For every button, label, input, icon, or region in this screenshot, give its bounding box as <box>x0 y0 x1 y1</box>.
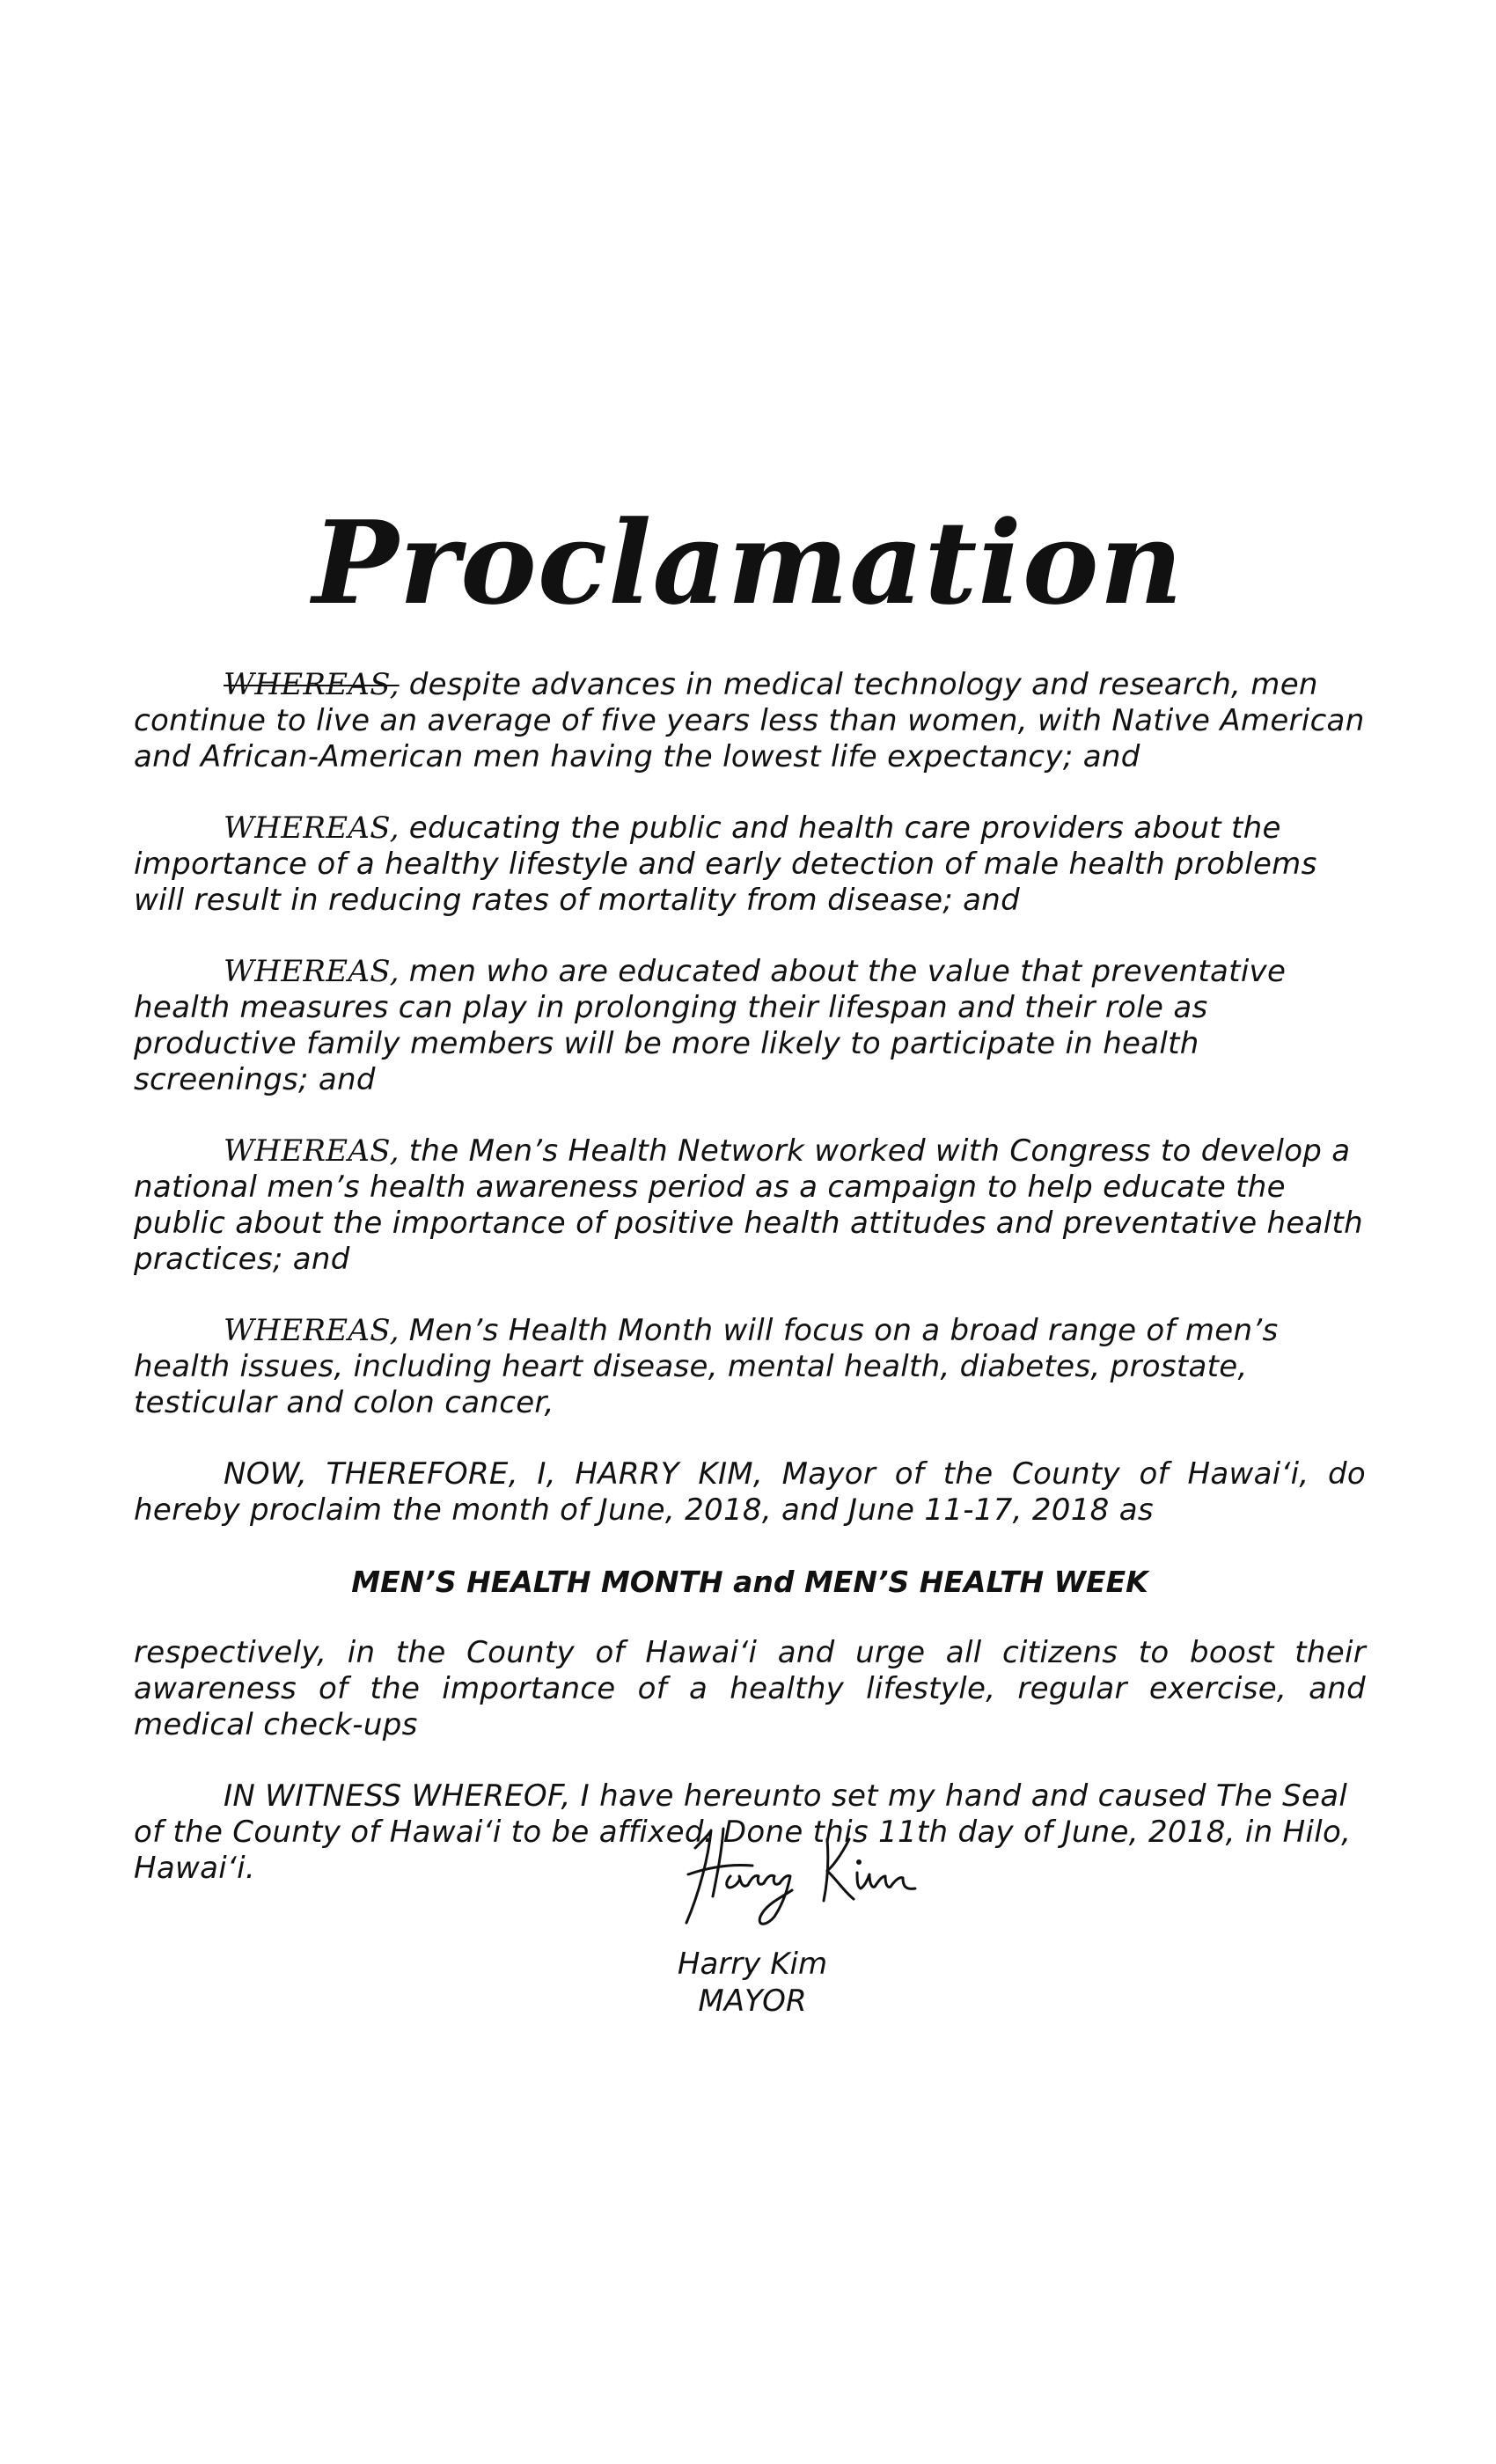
respectively-paragraph: respectively, in the County of Hawai‘i and urge all citizens to boost their awareness of the importance of a healthy lifestyle, regular exercise, and medical check-ups <box>134 1635 1366 1742</box>
whereas-paragraph-2 <box>134 810 1366 919</box>
paragraph-text: despite advances in medical technology and research, men continue to live an average of five years less than women, with Native American and African-American men having the lowest life expectancy; and <box>134 667 1365 774</box>
whereas-paragraph-5 <box>134 1313 1366 1421</box>
paragraph-text: the Men’s Health Network worked with Congress to develop a national men’s health awareness period as a campaign to help educate the public about the importance of positive health attitudes and preventative health practices; and <box>134 1133 1363 1277</box>
proclamation-heading: MEN’S HEALTH MONTH and MEN’S HEALTH WEEK <box>351 1565 1148 1599</box>
whereas-lead: WHEREAS, <box>224 954 400 989</box>
whereas-lead: WHEREAS, <box>224 810 400 846</box>
paragraph-text: men who are educated about the value that preventative health measures can play in prolonging their lifespan and their role as productive family members will be more likely to participate in health screenings; and <box>134 954 1287 1097</box>
document-body <box>134 667 1366 1922</box>
paragraph-text: Men’s Health Month will focus on a broad range of men’s health issues, including heart disease, mental health, diabetes, prostate, testicular and colon cancer, <box>134 1313 1279 1420</box>
paragraph-text: educating the public and health care providers about the importance of a healthy lifestyle and early detection of male health problems will result in reducing rates of mortality from disease; and <box>134 810 1317 918</box>
signer-title: MAYOR <box>698 1984 807 2019</box>
whereas-paragraph-1 <box>134 667 1366 775</box>
handwritten-signature <box>669 1813 924 1936</box>
document-title: Proclamation <box>312 495 1184 630</box>
whereas-paragraph-4 <box>134 1133 1366 1278</box>
resolution-paragraph: NOW, THEREFORE, I, HARRY KIM, Mayor of the County of Hawai‘i, do hereby proclaim the month of June, 2018, and June 11-17, 2018 as <box>134 1456 1366 1528</box>
whereas-lead: WHEREAS, <box>224 1313 400 1348</box>
signature-block <box>616 1813 924 2019</box>
whereas-paragraph-3 <box>134 954 1366 1098</box>
witness-paragraph: IN WITNESS WHEREOF, I have hereunto set my hand and caused The Seal of the County of Hawai‘i to be affixed. Done this 11th day of June, 2018, in Hilo, Hawai‘i. <box>134 1778 1352 1886</box>
signer-name: Harry Kim <box>677 1947 828 1982</box>
whereas-lead: WHEREAS, <box>224 1133 400 1169</box>
whereas-lead: WHEREAS, <box>224 667 400 702</box>
